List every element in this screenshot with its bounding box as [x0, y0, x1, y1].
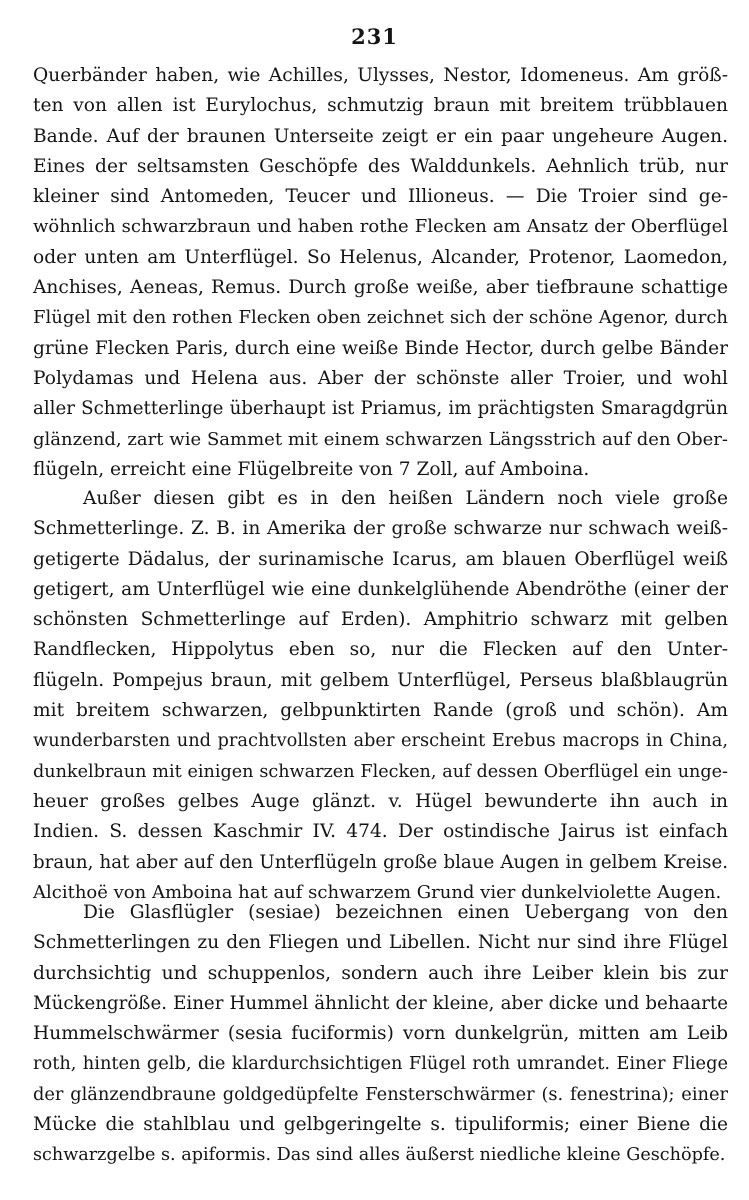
text-line: flügeln. Pompejus braun, mit gelbem Unterflügel, Perseus blaßblaugrün: [33, 669, 728, 691]
text-line: Mücke die stahlblau und gelbgeringelte s. tipuliformis; einer Biene die: [33, 1114, 728, 1136]
text-line: Schmetterlingen zu den Fliegen und Libellen. Nicht nur sind ihre Flügel: [33, 932, 728, 954]
paragraph-2: [33, 484, 728, 908]
text-line: flügeln, erreicht eine Flügelbreite von 7 Zoll, auf Amboina.: [33, 458, 590, 480]
text-line: der glänzendbraune goldgedüpfelte Fensterschwärmer (s. fenestrina); einer: [33, 1083, 728, 1105]
text-line: schwarzgelbe s. apiformis. Das sind alles äußerst niedliche kleine Geschöpfe.: [33, 1145, 726, 1166]
text-line: glänzend, zart wie Sammet mit einem schwarzen Längsstrich auf den Ober-: [33, 428, 728, 450]
page-number: 231: [351, 24, 398, 49]
text-line: Anchises, Aeneas, Remus. Durch große weiße, aber tiefbraune schattige: [33, 277, 728, 299]
text-line: wöhnlich schwarzbraun und haben rothe Flecken am Ansatz der Oberflügel: [33, 216, 728, 238]
text-line: grüne Flecken Paris, durch eine weiße Binde Hector, durch gelbe Bänder: [33, 337, 728, 359]
text-line: durchsichtig und schuppenlos, sondern auch ihre Leiber klein bis zur: [33, 962, 728, 984]
text-line: schönsten Schmetterlinge auf Erden). Amphitrio schwarz mit gelben: [33, 609, 728, 631]
paragraph-3: [33, 898, 728, 1171]
text-line: Die Glasflügler (sesiae) bezeichnen einen Uebergang von den: [83, 902, 728, 923]
text-line: Bande. Auf der braunen Unterseite zeigt er ein paar ungeheure Augen.: [33, 125, 728, 147]
text-line: Alcithoë von Amboina hat auf schwarzem Grund vier dunkelviolette Augen.: [33, 881, 722, 903]
paragraph-1: [33, 61, 728, 485]
text-line: braun, hat aber auf den Unterflügeln große blaue Augen in gelbem Kreise.: [33, 851, 728, 873]
text-line: aller Schmetterlinge überhaupt ist Priamus, im prächtigsten Smaragdgrün: [33, 398, 728, 420]
text-line: Schmetterlinge. Z. B. in Amerika der große schwarze nur schwach weiß-: [33, 518, 728, 540]
text-line: wunderbarsten und prachtvollsten aber erscheint Erebus macrops in China,: [33, 730, 728, 752]
text-line: Eines der seltsamsten Geschöpfe des Walddunkels. Aehnlich trüb, nur: [33, 155, 728, 177]
text-line: Mückengröße. Einer Hummel ähnlicht der kleine, aber dicke und behaarte: [33, 992, 728, 1014]
text-line: Hummelschwärmer (sesia fuciformis) vorn dunkelgrün, mitten am Leib: [33, 1023, 728, 1045]
text-line: mit breitem schwarzen, gelbpunktirten Rande (groß und schön). Am: [33, 700, 728, 722]
text-line: kleiner sind Antomeden, Teucer und Illioneus. — Die Troier sind ge-: [33, 186, 728, 208]
text-line: getigerte Dädalus, der surinamische Icarus, am blauen Oberflügel weiß: [33, 548, 728, 570]
text-line: Flügel mit den rothen Flecken oben zeichnet sich der schöne Agenor, durch: [33, 307, 728, 329]
text-line: Polydamas und Helena aus. Aber der schönste aller Troier, und wohl: [33, 367, 728, 389]
text-line: heuer großes gelbes Auge glänzt. v. Hügel bewunderte ihn auch in: [33, 790, 728, 812]
text-line: ten von allen ist Eurylochus, schmutzig braun mit breitem trübblauen: [33, 95, 728, 117]
text-line: roth, hinten gelb, die klardurchsichtigen Flügel roth umrandet. Einer Fliege: [33, 1053, 728, 1075]
text-line: Indien. S. dessen Kaschmir IV. 474. Der ostindische Jairus ist einfach: [33, 821, 728, 843]
text-line: getigert, am Unterflügel wie eine dunkelglühende Abendröthe (einer der: [33, 578, 728, 600]
text-line: dunkelbraun mit einigen schwarzen Flecken, auf dessen Oberflügel ein unge-: [33, 761, 728, 782]
text-line: Randflecken, Hippolytus eben so, nur die Flecken auf den Unter-: [33, 639, 728, 661]
text-line: Querbänder haben, wie Achilles, Ulysses, Nestor, Idomeneus. Am größ-: [33, 65, 728, 86]
text-line: Außer diesen gibt es in den heißen Ländern noch viele große: [83, 488, 728, 509]
text-line: oder unten am Unterflügel. So Helenus, Alcander, Protenor, Laomedon,: [33, 246, 728, 268]
